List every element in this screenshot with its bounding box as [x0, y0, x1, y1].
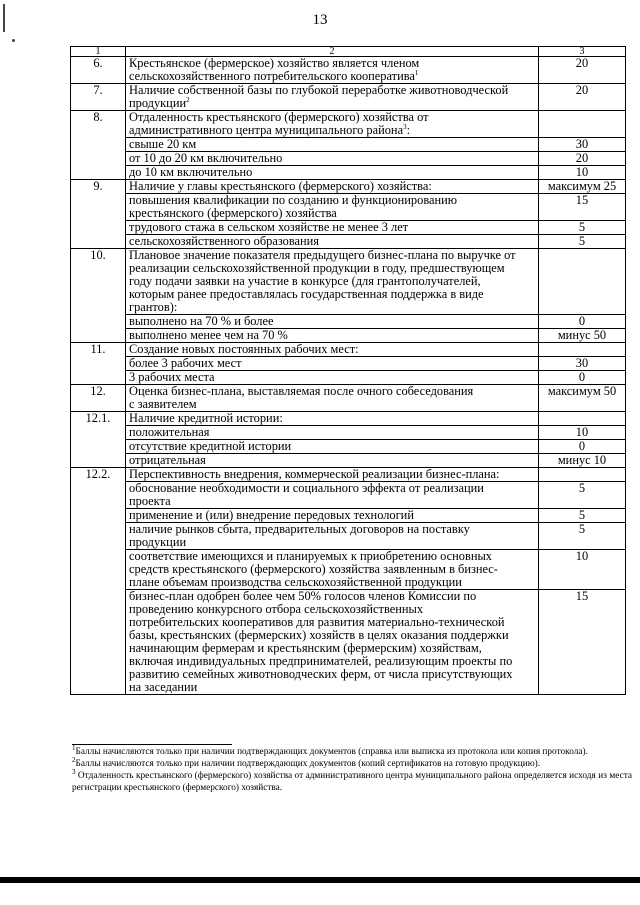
- table-subrow: [71, 440, 626, 454]
- table-subrow: [71, 357, 626, 371]
- table-row: [71, 84, 626, 111]
- cell-line: базы, крестьянских (фермерских) хозяйств в целях оказания поддержки: [129, 628, 509, 642]
- cell-line: административного центра муниципального района: [129, 123, 404, 137]
- cell-line: более 3 рабочих мест: [129, 356, 242, 370]
- cell-line: положительная: [129, 425, 210, 439]
- criteria-table: [70, 46, 626, 695]
- sub-criterion-text: [126, 221, 539, 235]
- table-subrow: [71, 482, 626, 509]
- cell-line: отсутствие кредитной истории: [129, 439, 292, 453]
- cell-line: трудового стажа в сельском хозяйстве не менее 3 лет: [129, 220, 409, 234]
- cell-line: начинающим фермерам и крестьянским (фермерским) хозяйствам,: [129, 641, 482, 655]
- cell-line: сельскохозяйственного образования: [129, 234, 319, 248]
- cell-line: реализации сельскохозяйственной продукции в году, предшествующем: [129, 261, 505, 275]
- page-number: 13: [312, 12, 328, 28]
- table-subrow: [71, 329, 626, 343]
- table-subrow: [71, 523, 626, 550]
- sub-criterion-text: [126, 509, 539, 523]
- cell-line: плане объемам производства сельскохозяйственной продукции: [129, 575, 462, 589]
- sub-criterion-text: [126, 329, 539, 343]
- footnote-mark: 3: [72, 767, 76, 776]
- cell-line: Создание новых постоянных рабочих мест:: [129, 342, 359, 356]
- footnote-mark: 2: [72, 755, 76, 764]
- sub-score-value: 5: [539, 482, 626, 509]
- table-header-row: [71, 47, 626, 57]
- row-number: 8.: [71, 111, 126, 180]
- cell-line: продукции: [129, 96, 187, 110]
- sub-score-value: 5: [539, 221, 626, 235]
- sub-score-value: минус 10: [539, 454, 626, 468]
- row-number: 12.2.: [71, 468, 126, 695]
- sub-criterion-text: [126, 235, 539, 249]
- cell-line: соответствие имеющихся и планируемых к приобретению основных: [129, 549, 492, 563]
- score-value: максимум 25: [539, 180, 626, 194]
- criterion-text: [126, 412, 539, 426]
- sub-score-value: 5: [539, 235, 626, 249]
- header-col-3: 3: [539, 47, 626, 57]
- footnote: [72, 743, 632, 758]
- cell-line: включая индивидуальных предпринимателей, реализующим проекты по: [129, 654, 513, 668]
- table-row: [71, 57, 626, 84]
- criterion-text: [126, 385, 539, 412]
- row-number: 10.: [71, 249, 126, 343]
- sub-score-value: 0: [539, 371, 626, 385]
- row-number: 12.1.: [71, 412, 126, 468]
- score-value: 20: [539, 57, 626, 84]
- cell-line: Перспективность внедрения, коммерческой реализации бизнес-плана:: [129, 467, 500, 481]
- sub-criterion-text: [126, 550, 539, 590]
- cell-line: на заседании: [129, 680, 198, 694]
- row-number: 9.: [71, 180, 126, 249]
- footnote-separator: [72, 744, 232, 745]
- sub-criterion-text: [126, 166, 539, 180]
- header-col-2: 2: [126, 47, 539, 57]
- table-subrow: [71, 509, 626, 523]
- score-value: [539, 412, 626, 426]
- cell-line: крестьянского (фермерского) хозяйства: [129, 206, 337, 220]
- footnote-text: Отдаленность крестьянского (фермерского) хозяйства от административного центра муниципального района определяется исходя из места регистрации крестьянского (фермерского) хозяйства.: [72, 771, 632, 793]
- cell-line: которым ранее предоставлялась государственная поддержка в виде: [129, 287, 484, 301]
- score-value: [539, 111, 626, 138]
- sub-criterion-text: [126, 194, 539, 221]
- table-subrow: [71, 166, 626, 180]
- sub-score-value: минус 50: [539, 329, 626, 343]
- cell-line: Плановое значение показателя предыдущего бизнес-плана по выручке от: [129, 248, 516, 262]
- sub-criterion-text: [126, 152, 539, 166]
- table-subrow: [71, 152, 626, 166]
- sub-score-value: 0: [539, 440, 626, 454]
- cell-line: проекта: [129, 494, 171, 508]
- footnotes: [72, 743, 632, 794]
- table-row: [71, 343, 626, 357]
- sub-score-value: 5: [539, 509, 626, 523]
- row-number: 7.: [71, 84, 126, 111]
- table-row: [71, 412, 626, 426]
- sub-criterion-text: [126, 315, 539, 329]
- cell-line: Наличие кредитной истории:: [129, 411, 283, 425]
- sub-criterion-text: [126, 426, 539, 440]
- cell-line: Крестьянское (фермерское) хозяйство является членом: [129, 56, 420, 70]
- sub-score-value: 15: [539, 590, 626, 695]
- table-subrow: [71, 235, 626, 249]
- sub-criterion-text: [126, 357, 539, 371]
- row-number: 6.: [71, 57, 126, 84]
- sub-score-value: 5: [539, 523, 626, 550]
- table-subrow: [71, 194, 626, 221]
- cell-line: проведению конкурсного отбора сельскохозяйственных: [129, 602, 424, 616]
- sub-criterion-text: [126, 523, 539, 550]
- sub-criterion-text: [126, 138, 539, 152]
- cell-line: бизнес-план одобрен более чем 50% голосов членов Комиссии по: [129, 589, 477, 603]
- criterion-text: [126, 111, 539, 138]
- cell-line: отрицательная: [129, 453, 206, 467]
- cell-line: 3 рабочих места: [129, 370, 215, 384]
- table-row: [71, 468, 626, 482]
- cell-line: выполнено на 70 % и более: [129, 314, 274, 328]
- score-value: [539, 468, 626, 482]
- criterion-text: [126, 468, 539, 482]
- cell-line: Отдаленность крестьянского (фермерского) хозяйства от: [129, 110, 429, 124]
- table-subrow: [71, 550, 626, 590]
- footnote-text: Баллы начисляются только при наличии подтверждающих документов (справка или выписка из протокола или копия протокола).: [75, 747, 588, 757]
- cell-line: грантов):: [129, 300, 178, 314]
- scan-dot: [12, 39, 15, 42]
- footnote: [72, 755, 632, 770]
- cell-line: Наличие собственной базы по глубокой переработке животноводческой: [129, 83, 509, 97]
- cell-line: развитию семейных животноводческих ферм, от числа присутствующих: [129, 667, 513, 681]
- footnote-ref: 1: [414, 68, 419, 77]
- score-value: [539, 249, 626, 315]
- score-value: 20: [539, 84, 626, 111]
- cell-line: Оценка бизнес-плана, выставляемая после очного собеседования: [129, 384, 474, 398]
- cell-suffix: :: [406, 123, 411, 137]
- cell-line: обоснование необходимости и социального эффекта от реализации: [129, 481, 484, 495]
- cell-line: до 10 км включительно: [129, 165, 253, 179]
- cell-line: потребительских кооперативов для развития материально-технической: [129, 615, 505, 629]
- criterion-text: [126, 84, 539, 111]
- cell-line: повышения квалификации по созданию и функционированию: [129, 193, 458, 207]
- cell-line: выполнено менее чем на 70 %: [129, 328, 288, 342]
- table-subrow: [71, 590, 626, 695]
- row-number: 11.: [71, 343, 126, 385]
- sub-criterion-text: [126, 482, 539, 509]
- header-col-1: 1: [71, 47, 126, 57]
- cell-line: году подачи заявки на участие в конкурсе (для грантополучателей,: [129, 274, 481, 288]
- cell-line: средств крестьянского (фермерского) хозяйства заявленным в бизнес-: [129, 562, 498, 576]
- table-subrow: [71, 371, 626, 385]
- footnote-ref: 2: [186, 95, 190, 104]
- cell-line: с заявителем: [129, 397, 197, 411]
- cell-line: от 10 до 20 км включительно: [129, 151, 283, 165]
- table-row: [71, 385, 626, 412]
- table-row: [71, 249, 626, 315]
- cell-line: Наличие у главы крестьянского (фермерского) хозяйства:: [129, 179, 432, 193]
- footnote-mark: 1: [72, 743, 76, 752]
- cell-line: наличие рынков сбыта, предварительных договоров на поставку: [129, 522, 470, 536]
- criterion-text: [126, 57, 539, 84]
- table-subrow: [71, 454, 626, 468]
- sub-score-value: 20: [539, 152, 626, 166]
- table-subrow: [71, 315, 626, 329]
- sub-criterion-text: [126, 454, 539, 468]
- sub-score-value: 10: [539, 166, 626, 180]
- sub-score-value: 30: [539, 357, 626, 371]
- cell-line: свыше 20 км: [129, 137, 197, 151]
- table-subrow: [71, 221, 626, 235]
- cell-line: применение и (или) внедрение передовых технологий: [129, 508, 414, 522]
- criterion-text: [126, 180, 539, 194]
- table-row: [71, 180, 626, 194]
- sub-score-value: 10: [539, 550, 626, 590]
- sub-criterion-text: [126, 440, 539, 454]
- footnote-text: Баллы начисляются только при наличии подтверждающих документов (копий сертификатов на готовую продукцию).: [75, 759, 541, 769]
- sub-score-value: 0: [539, 315, 626, 329]
- table-subrow: [71, 138, 626, 152]
- table-row: [71, 111, 626, 138]
- table-subrow: [71, 426, 626, 440]
- score-value: максимум 50: [539, 385, 626, 412]
- score-value: [539, 343, 626, 357]
- row-number: 12.: [71, 385, 126, 412]
- footnote-ref: 3: [403, 122, 407, 131]
- scan-bottom-edge: [0, 877, 640, 883]
- sub-criterion-text: [126, 590, 539, 695]
- footnote: [72, 767, 632, 794]
- cell-line: продукции: [129, 535, 187, 549]
- criterion-text: [126, 343, 539, 357]
- sub-score-value: 10: [539, 426, 626, 440]
- cell-line: сельскохозяйственного потребительского кооператива: [129, 69, 415, 83]
- sub-score-value: 30: [539, 138, 626, 152]
- sub-criterion-text: [126, 371, 539, 385]
- criterion-text: [126, 249, 539, 315]
- sub-score-value: 15: [539, 194, 626, 221]
